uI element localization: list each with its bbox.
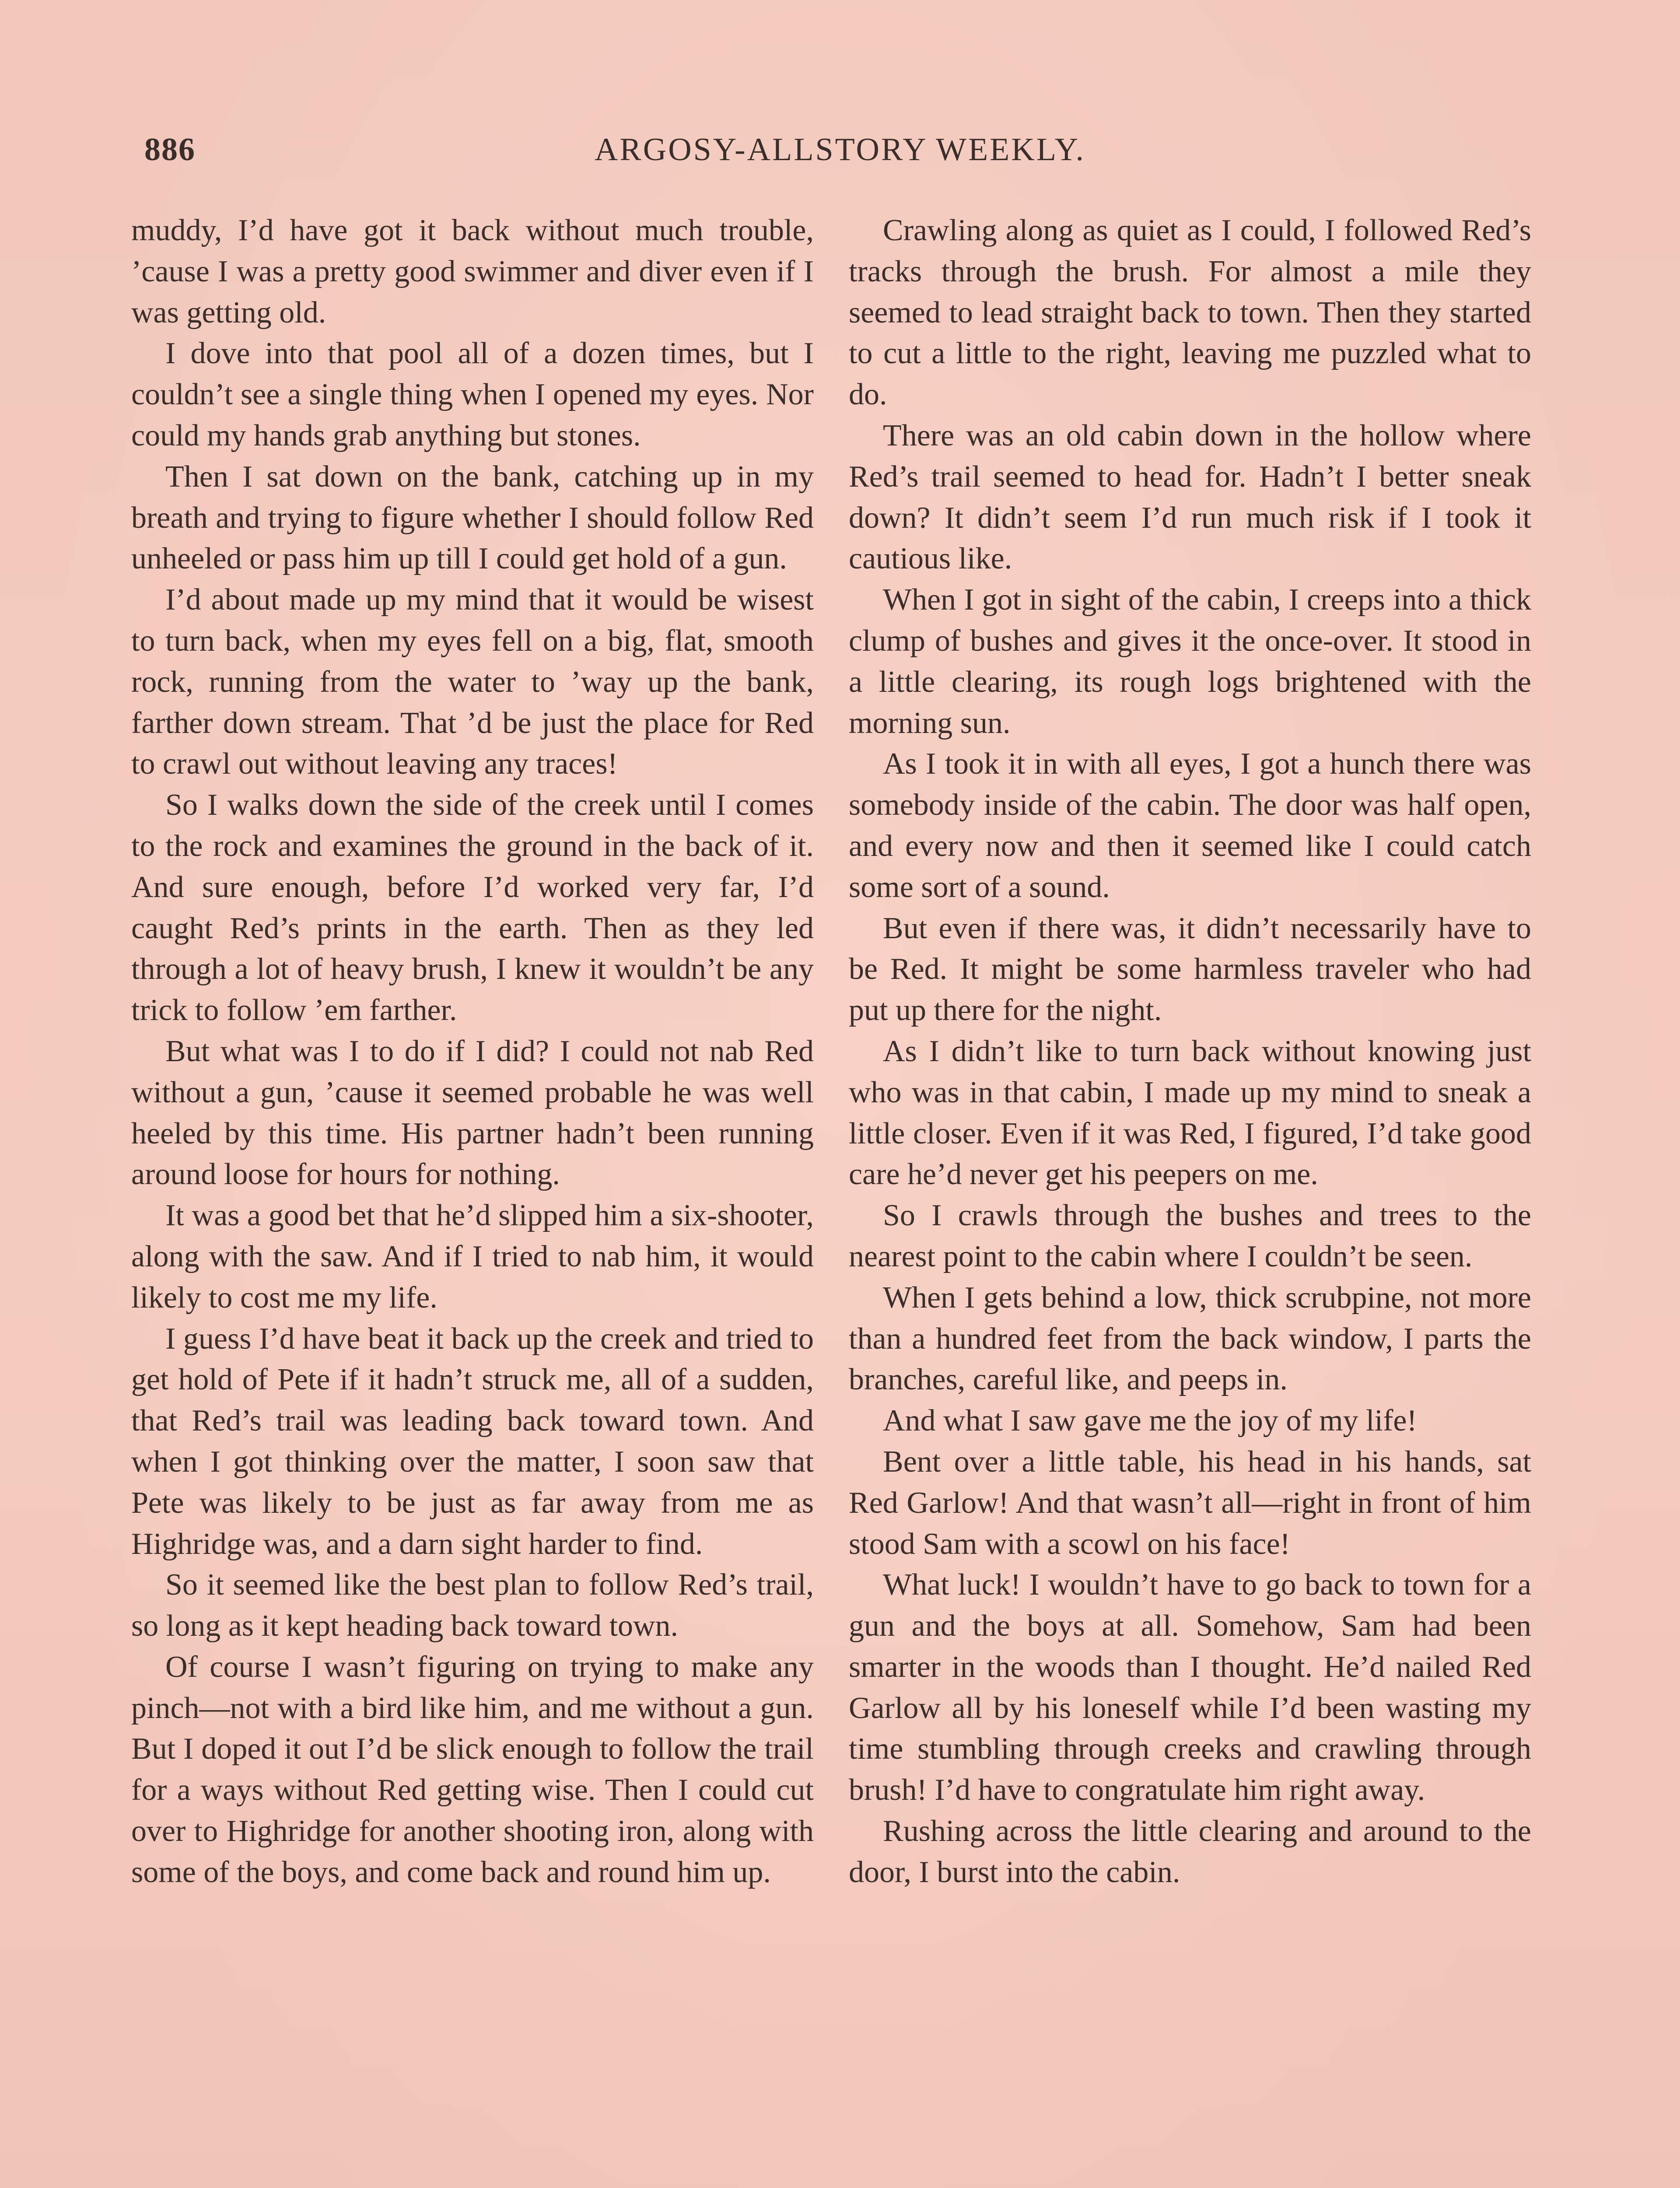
paragraph: So I walks down the side of the creek until I comes to the rock and examines the ground in the back of it. And sure enough, before I’d worked very far, I’d caught Red’s prints in the earth. Then as they led through a lot of heavy brush, I knew it wouldn’t be any trick to follow ’em farther. bbox=[131, 788, 814, 1027]
paragraph: I’d about made up my mind that it would be wisest to turn back, when my eyes fell on a big, flat, smooth rock, running from the water to ’way up the bank, farther down stream. That ’d be just the place for Red to crawl out without leaving any traces! bbox=[131, 583, 814, 781]
paragraph: It was a good bet that he’d slipped him a six-shooter, along with the saw. And if I tried to nab him, it would likely to cost me my life. bbox=[131, 1199, 814, 1315]
running-head: ARGOSY-ALLSTORY WEEKLY. bbox=[594, 132, 1086, 168]
page-header bbox=[144, 131, 1536, 179]
left-column bbox=[131, 210, 814, 2188]
paragraph: But even if there was, it didn’t necessarily have to be Red. It might be some harmless traveler who had put up there for the night. bbox=[849, 911, 1531, 1027]
paragraph: Bent over a little table, his head in his hands, sat Red Garlow! And that wasn’t all—right in front of him stood Sam with a scowl on his face! bbox=[849, 1445, 1531, 1561]
paragraph: When I gets behind a low, thick scrubpine, not more than a hundred feet from the back window, I parts the branches, careful like, and peeps in. bbox=[849, 1280, 1531, 1397]
paragraph: As I took it in with all eyes, I got a hunch there was somebody inside of the cabin. The door was half open, and every now and then it seemed like I could catch some sort of a sound. bbox=[849, 747, 1531, 904]
paragraph: And what I saw gave me the joy of my life! bbox=[883, 1404, 1417, 1438]
paragraph: I guess I’d have beat it back up the creek and tried to get hold of Pete if it hadn’t struck me, all of a sudden, that Red’s trail was leading back toward town. And when I got thinking over the matter, I soon saw that Pete was likely to be just as far away from me as Highridge was, and a darn sight harder to find. bbox=[131, 1322, 814, 1561]
paragraph: Rushing across the little clearing and around to the door, I burst into the cabin. bbox=[849, 1814, 1531, 1889]
paragraph: So it seemed like the best plan to follow Red’s trail, so long as it kept heading back toward town. bbox=[131, 1568, 814, 1643]
text-columns bbox=[131, 210, 1540, 2188]
paragraph: There was an old cabin down in the hollow where Red’s trail seemed to head for. Hadn’t I better sneak down? It didn’t seem I’d run much risk if I took it cautious like. bbox=[849, 418, 1531, 576]
paragraph: muddy, I’d have got it back without much trouble, ’cause I was a pretty good swimmer and diver even if I was getting old. bbox=[131, 214, 814, 330]
paragraph: What luck! I wouldn’t have to go back to town for a gun and the boys at all. Somehow, Sam had been smarter in the woods than I thought. He’d nailed Red Garlow all by his loneself while I’d been wasting my time stumbling through creeks and crawling through brush! I’d have to congratulate him right away. bbox=[849, 1568, 1531, 1807]
right-column bbox=[849, 210, 1531, 2188]
page-number: 886 bbox=[144, 132, 196, 168]
paragraph: Then I sat down on the bank, catching up in my breath and trying to figure whether I should follow Red unheeled or pass him up till I could get hold of a gun. bbox=[131, 459, 814, 576]
paragraph: When I got in sight of the cabin, I creeps into a thick clump of bushes and gives it the once-over. It stood in a little clearing, its rough logs brightened with the morning sun. bbox=[849, 583, 1531, 740]
paragraph: I dove into that pool all of a dozen times, but I couldn’t see a single thing when I opened my eyes. Nor could my hands grab anything but stones. bbox=[131, 337, 814, 452]
paragraph: As I didn’t like to turn back without knowing just who was in that cabin, I made up my mind to sneak a little closer. Even if it was Red, I figured, I’d take good care he’d never get his peepers on me. bbox=[849, 1034, 1531, 1192]
paragraph: Crawling along as quiet as I could, I followed Red’s tracks through the brush. For almost a mile they seemed to lead straight back to town. Then they started to cut a little to the right, leaving me puzzled what to do. bbox=[849, 214, 1531, 412]
paragraph: But what was I to do if I did? I could not nab Red without a gun, ’cause it seemed probable he was well heeled by this time. His partner hadn’t been running around loose for hours for nothing. bbox=[131, 1034, 814, 1192]
paragraph: Of course I wasn’t figuring on trying to make any pinch—not with a bird like him, and me without a gun. But I doped it out I’d be slick enough to follow the trail for a ways without Red getting wise. Then I could cut over to Highridge for another shooting iron, along with some of the boys, and come back and round him up. bbox=[131, 1650, 814, 1889]
paragraph: So I crawls through the bushes and trees to the nearest point to the cabin where I couldn’t be seen. bbox=[849, 1199, 1531, 1273]
